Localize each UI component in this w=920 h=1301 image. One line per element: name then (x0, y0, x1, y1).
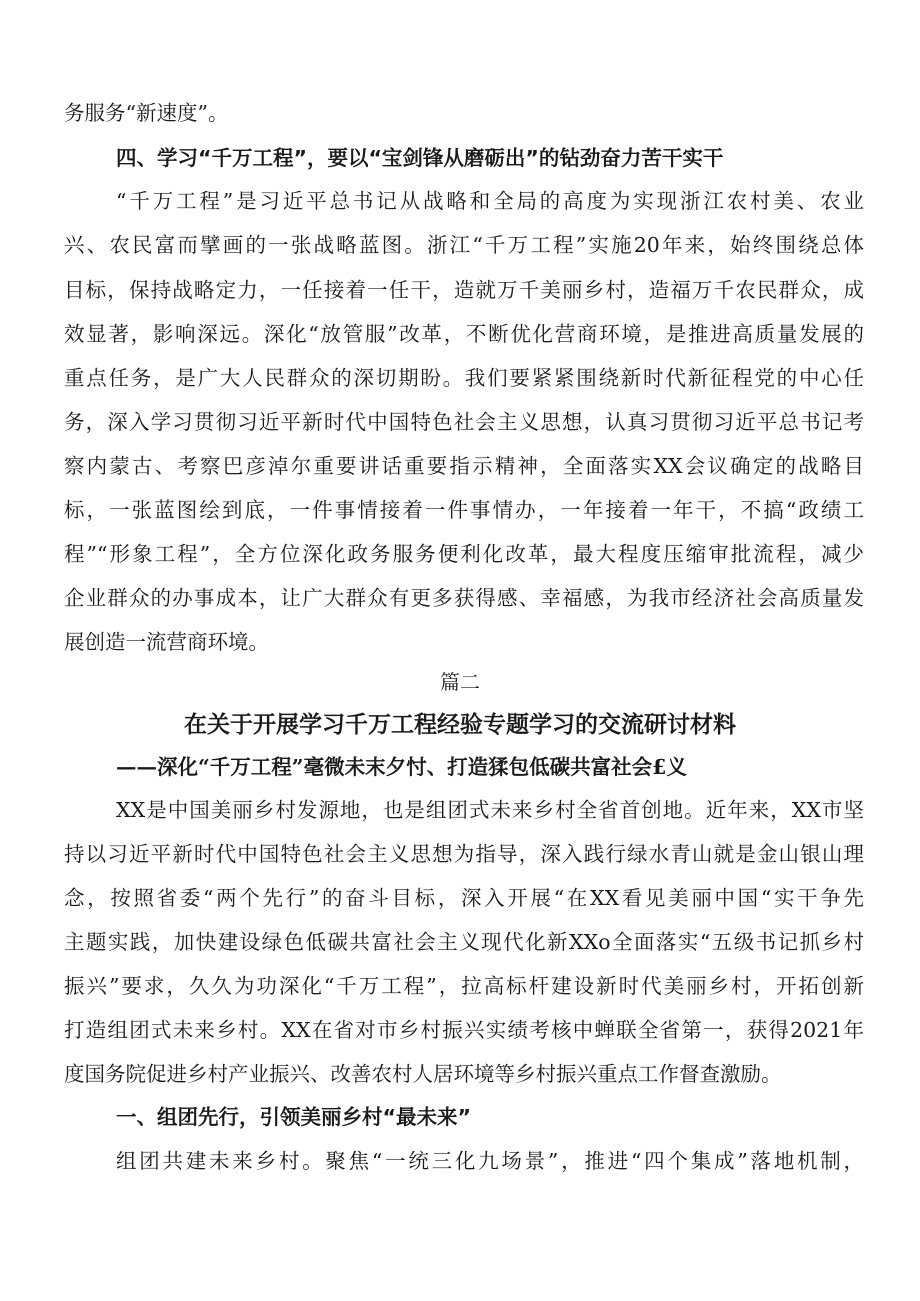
paragraph-tail-line: 务服务“新速度”。 (64, 101, 229, 125)
paragraph-line: 标，一张蓝图绘到底，一件事情接着一件事情办，一年接着一年干，不搞“政绩工 (64, 498, 864, 522)
document-title: 在关于开展学习千万工程经验专题学习的交流研讨材料 (184, 712, 736, 738)
paragraph-line: 振兴”要求，久久为功深化“千万工程”，拉高标杆建设新时代美丽乡村，开拓创新 (64, 974, 864, 998)
paragraph-line: 重点任务，是广大人民群众的深切期盼。我们要紧紧围绕新时代新征程党的中心任 (64, 366, 864, 390)
section-heading-1: 一、组团先行，引领美丽乡村“最未来” (116, 1105, 471, 1129)
paragraph-line: “千万工程”是习近平总书记从战略和全局的高度为实现浙江农村美、农业 (116, 189, 864, 213)
paragraph-line: 念，按照省委“两个先行”的奋斗目标，深入开展“在XX看见美丽中国“实干争先 (64, 886, 864, 910)
paragraph-line: 察内蒙古、考察巴彦淖尔重要讲话重要指示精神，全面落实XX会议确定的战略目 (64, 454, 864, 478)
paragraph-line: 打造组团式未来乡村。XX在省对市乡村振兴实绩考核中蝉联全省第一，获得2021年 (64, 1018, 864, 1042)
paragraph-line: 企业群众的办事成本，让广大群众有更多获得感、幸福感，为我市经济社会高质量发 (64, 586, 864, 610)
section-label: 篇二 (440, 670, 480, 694)
paragraph-line: 程”“形象工程”，全方位深化政务服务便利化改革，最大程度压缩审批流程，减少 (64, 542, 864, 566)
paragraph-line: 务，深入学习贯彻习近平新时代中国特色社会主义思想，认真习贯彻习近平总书记考 (64, 410, 864, 434)
paragraph-line: 展创造一流营商环境。 (64, 630, 269, 654)
paragraph-line: 兴、农民富而擘画的一张战略蓝图。浙江“千万工程”实施20年来，始终围绕总体 (64, 233, 864, 257)
document-subtitle: ——深化“千万工程”毫微未末夕忖、打造猱包低碳共富社会£义 (116, 755, 687, 779)
paragraph-line: 组团共建未来乡村。聚焦“一统三化九场景”，推进“四个集成”落地机制， (116, 1149, 864, 1173)
section-heading-4: 四、学习“千万工程”，要以“宝剑锋从磨砺出”的钻劲奋力苦干实干 (116, 146, 724, 170)
paragraph-line: 度国务院促进乡村产业振兴、改善农村人居环境等乡村振兴重点工作督查激励。 (64, 1062, 782, 1086)
paragraph-line: 效显著，影响深远。深化“放管服”改革，不断优化营商环境，是推进高质量发展的 (64, 322, 864, 346)
paragraph-line: 主题实践，加快建设绿色低碳共富社会主义现代化新XXo全面落实“五级书记抓乡村 (64, 930, 864, 954)
paragraph-line: 目标，保持战略定力，一任接着一任干，造就万千美丽乡村，造福万千农民群众，成 (64, 278, 864, 302)
paragraph-line: 持以习近平新时代中国特色社会主义思想为指导，深入践行绿水青山就是金山银山理 (64, 842, 864, 866)
paragraph-line: XX是中国美丽乡村发源地，也是组团式未来乡村全省首创地。近年来，XX市坚 (116, 798, 864, 822)
